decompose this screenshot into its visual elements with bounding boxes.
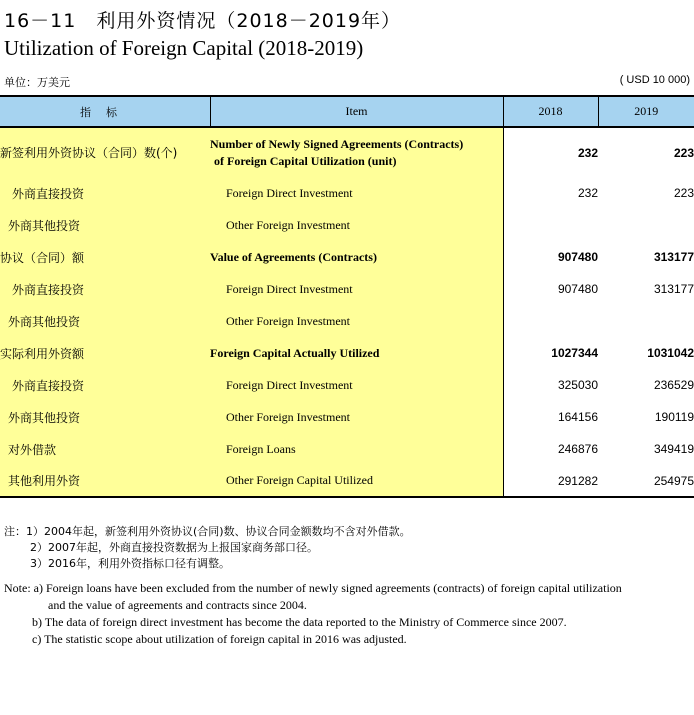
value-2019: 190119	[654, 410, 694, 424]
value-2019: 223	[673, 145, 694, 160]
value-2018	[503, 305, 598, 337]
note-cn-3: 3）2016年，利用外资指标口径有调整。	[30, 557, 230, 570]
table-row	[0, 241, 694, 273]
table-row	[0, 305, 694, 337]
row-label-en: Foreign Capital Actually Utilized	[210, 337, 503, 369]
value-2018: 246876	[557, 442, 598, 456]
value-2019: 1031042	[647, 346, 694, 360]
header-year-2019: 2019	[598, 96, 694, 127]
table-row	[0, 401, 694, 433]
value-2018: 291282	[503, 465, 598, 497]
row-label-en-line2: of Foreign Capital Utilization (unit)	[214, 153, 397, 168]
table-row	[0, 127, 694, 177]
note-cn-1: 注：1）2004年起，新签利用外资协议(合同)数、协议合同金额数均不含对外借款。	[4, 525, 411, 538]
note-cn-2: 2）2007年起，外商直接投资数据为上报国家商务部口径。	[30, 541, 318, 554]
table-row	[0, 465, 694, 497]
value-2019: 313177	[653, 250, 694, 264]
row-label-en-line1: Number of Newly Signed Agreements (Contracts)	[210, 136, 464, 151]
value-2019: 313177	[653, 282, 694, 296]
unit-label-english: ( USD 10 000)	[619, 74, 690, 86]
unit-label-chinese: 单位：万美元	[4, 76, 70, 89]
table-row	[0, 177, 694, 209]
table-row	[0, 433, 694, 465]
row-label-cn: 外商其他投资	[0, 401, 210, 433]
value-2018: 907480	[557, 282, 598, 296]
row-label-cn: 新签利用外资协议（合同）数(个)	[0, 127, 210, 177]
row-label-en: Other Foreign Investment	[210, 305, 503, 337]
row-label-en: Other Foreign Investment	[210, 209, 503, 241]
row-label-cn: 其他利用外资	[0, 465, 210, 497]
value-2019	[598, 209, 694, 241]
row-label-cn: 外商其他投资	[0, 209, 210, 241]
table-row	[0, 337, 694, 369]
table-row	[0, 369, 694, 401]
row-label-cn: 实际利用外资额	[0, 337, 210, 369]
value-2019: 223	[673, 186, 694, 200]
value-2018: 325030	[557, 378, 598, 392]
row-label-cn: 协议（合同）额	[0, 241, 210, 273]
row-label-cn: 外商直接投资	[0, 177, 210, 209]
row-label-en: Foreign Direct Investment	[210, 177, 503, 209]
table-row	[0, 209, 694, 241]
notes-chinese	[4, 524, 411, 572]
row-label-cn: 对外借款	[0, 433, 210, 465]
value-2018: 232	[577, 186, 598, 200]
row-label-cn: 外商直接投资	[0, 273, 210, 305]
row-label-en: Foreign Direct Investment	[210, 369, 503, 401]
row-label-cn: 外商其他投资	[0, 305, 210, 337]
note-en-c: c) The statistic scope about utilization of foreign capital in 2016 was adjusted.	[32, 632, 407, 646]
row-label-en: Value of Agreements (Contracts)	[210, 241, 503, 273]
table-header-row	[0, 96, 694, 127]
value-2019	[598, 305, 694, 337]
value-2019: 254975	[598, 465, 694, 497]
value-2019: 236529	[653, 378, 694, 392]
page-title-chinese: 16－11 利用外资情况（2018－2019年）	[4, 10, 402, 32]
value-2018: 164156	[557, 410, 598, 424]
row-label-cn: 外商直接投资	[0, 369, 210, 401]
value-2019: 349419	[653, 442, 694, 456]
row-label-en: Foreign Loans	[210, 433, 503, 465]
value-2018: 232	[577, 145, 598, 160]
value-2018	[503, 209, 598, 241]
value-2018: 1027344	[551, 346, 598, 360]
notes-english	[4, 580, 692, 648]
row-label-en: Foreign Direct Investment	[210, 273, 503, 305]
page-title-english: Utilization of Foreign Capital (2018-2019)	[4, 36, 364, 60]
row-label-en	[210, 127, 503, 177]
note-en-b: b) The data of foreign direct investment has become the data reported to the Ministry of Commerce since 2007.	[32, 615, 567, 629]
table-row	[0, 273, 694, 305]
note-en-a-cont: and the value of agreements and contracts since 2004.	[48, 598, 307, 612]
row-label-en: Other Foreign Investment	[210, 401, 503, 433]
value-2018: 907480	[557, 250, 598, 264]
header-indicator-cn: 指 标	[0, 96, 210, 127]
header-year-2018: 2018	[503, 96, 598, 127]
row-label-en: Other Foreign Capital Utilized	[210, 465, 503, 497]
header-item-en: Item	[210, 96, 503, 127]
foreign-capital-table	[0, 95, 694, 498]
note-en-a: Note: a) Foreign loans have been excluded from the number of newly signed agreements (contracts) of foreign capital utilization	[4, 581, 622, 595]
